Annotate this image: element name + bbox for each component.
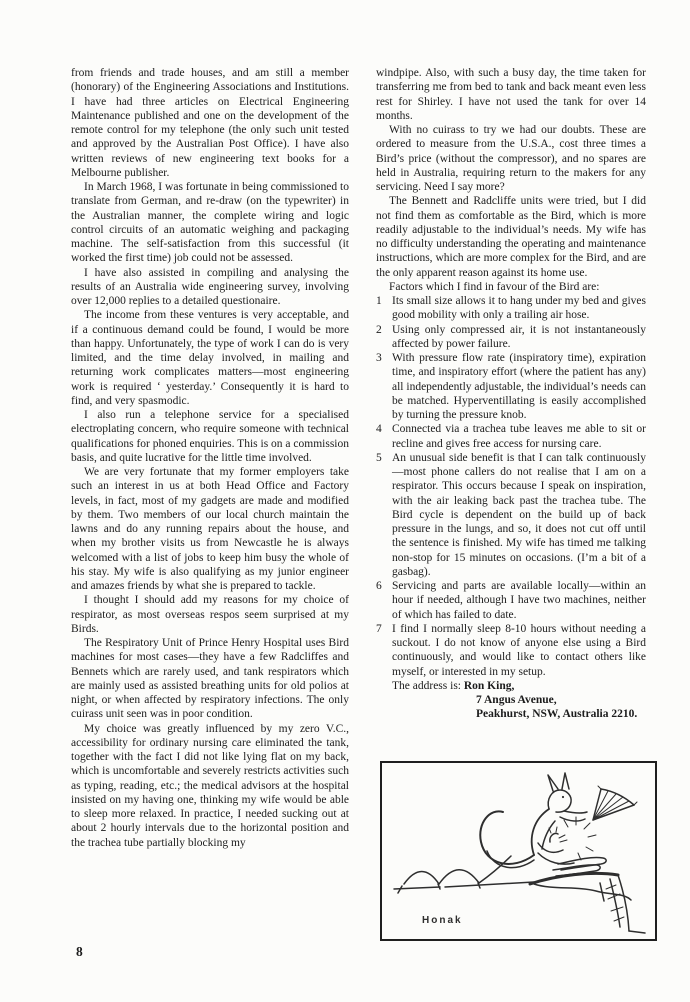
factors-intro: Factors which I find in favour of the Bird are: [389, 280, 600, 293]
list-item [376, 622, 646, 679]
list-number: 5 [376, 451, 382, 464]
list-text: Connected via a trachea tube leaves me able to sit or recline and gives free access for nursing care. [392, 423, 646, 450]
list-text: Its small size allows it to hang under my bed and gives good mobility with only a trailing air hose. [392, 295, 646, 322]
paragraph: In March 1968, I was fortunate in being commissioned to translate from German, and re-draw (on the typewriter) in the Australian manner, the complete wiring and logic control circuits of an automatic weighing and packaging machine. The self-satisfaction from this successful (it worked the first time) job could not be assessed. [71, 181, 349, 265]
paragraph: With no cuirass to try we had our doubts. These are ordered to measure from the U.S.A., cost three times a Bird’s price (without the compressor), and no spares are held in Australia, requiring return to the makers for any servicing. Need I say more? [376, 124, 646, 193]
paragraph: I have also assisted in compiling and analysing the results of an Australia wide engineering survey, involving over 12,000 replies to a detailed questionaire. [71, 266, 349, 307]
paragraph: I thought I should add my reasons for my choice of respirator, as most overseas respos seem surprised at my Birds. [71, 594, 349, 635]
paragraph: from friends and trade houses, and am still a member (honorary) of the Engineering Associations and Institutions. I have had three articles on Electrical Engineering Maintenance published and one on the development of the remote control for my telephone (the only such unit tested and approved by the Australian Post Office). I have also written reviews of new engineering text books for a Melbourne publisher. [71, 67, 349, 179]
list-item [376, 351, 646, 422]
artist-signature: Honak [422, 915, 463, 926]
left-column [71, 66, 349, 850]
address-city: Peakhurst, NSW, Australia 2210. [476, 708, 638, 721]
page-number: 8 [76, 944, 83, 959]
address-street: 7 Angus Avenue, [476, 694, 557, 706]
list-number: 2 [376, 323, 382, 336]
list-number: 6 [376, 580, 382, 592]
list-number: 1 [376, 295, 382, 307]
paragraph: The income from these ventures is very acceptable, and if a continuous demand could be found, I would be more than happy. Unfortunately, the type of work I can do is very limited, and the time delay involved, in mailing and returning work complicates matters—most engineering work is required ‘ yesterday.’ Consequently it is hard to find, and very spasmodic. [71, 309, 349, 407]
paragraph: The Bennett and Radcliffe units were tried, but I did not find them as comfortable as the Bird, which is more readily adjustable to the individual’s needs. My wife has no difficulty understanding the operating and maintenance instructions, which are more complex for the Bird, and are the only apparent reason against its home use. [376, 195, 646, 279]
list-text: An unusual side benefit is that I can talk continuously—most phone callers do not realise that I am on a respirator. This occurs because I speak on inspiration, with the air leaking back past the trachea tube. The Bird cycle is dependent on the build up of back pressure in the lungs, and so, it does not cut off until the sentence is finished. My wife has timed me talking non-stop for 15 minutes on occasions. (I’m a bit of a gasbag). [392, 451, 646, 578]
list-item [376, 422, 646, 451]
paragraph: windpipe. Also, with such a busy day, the time taken for transferring me from bed to tank and back meant even less rest for Shirley. I have not used the tank for over 14 months. [376, 67, 646, 122]
list-text: With pressure flow rate (inspiratory time), expiration time, and inspiratory effort (where the patient has any) all independently adjustable, the individual’s needs can be matched. Hyperventillating is easily accomplished by turning the pressure knob. [392, 352, 646, 421]
list-text: Servicing and parts are available locally—within an hour if needed, although I have two machines, neither of which has failed to date. [392, 580, 646, 621]
list-number: 3 [376, 352, 382, 364]
list-item [376, 323, 646, 352]
list-item [376, 451, 646, 579]
list-item [376, 294, 646, 323]
cartoon-figure-box [380, 761, 657, 941]
paragraph: The Respiratory Unit of Prince Henry Hospital uses Bird machines for most cases—they have a few Radcliffes and Bennets which are rarely used, and tank respirators which are mainly used as assisted breathing units for old polios at night, or when affected by respiratory infections. The only cuirass unit seen was in poor condition. [71, 637, 349, 721]
contact-name: Ron King, [463, 679, 515, 692]
list-text: Using only compressed air, it is not instantaneously affected by power failure. [392, 323, 646, 350]
list-text: I find I normally sleep 8-10 hours without needing a suckout. I do not know of anyone else using a Bird continuously, and would like to contact others like myself, or interested in my setup. [392, 622, 646, 678]
kangaroo-cartoon [382, 763, 655, 939]
paragraph: My choice was greatly influenced by my zero V.C., accessibility for ordinary nursing care eliminated the tank, together with the fact I did not like lying flat on my back, which is uncomfortable and severely restricts activities such as typing, reading, etc.; the medical advisors at the hospital insisted on my having one, thinking my wife would be able to sleep more relaxed. In practice, I needed sucking out at about 2 hourly intervals due to the horizontal position and the trachea tube partially blocking my [71, 722, 349, 849]
paragraph: I also run a telephone service for a specialised electroplating concern, who require someone with technical qualifications for phoned enquiries. This is on a commission basis, and quite lucrative for the little time involved. [71, 409, 349, 464]
list-number: 4 [376, 423, 382, 436]
right-column [376, 66, 646, 722]
list-item [376, 579, 646, 622]
address-intro: The address is: [392, 679, 464, 692]
paragraph: We are very fortunate that my former employers take such an interest in us at both Head Office and Factory levels, in fact, most of my gadgets are made and modified by them. Two members of our local church maintain the lawns and do any running repairs about the house, and when my brother visits us from Newcastle he is always welcomed with a list of jobs to keep him busy the whole of his stay. My wife is also qualifying as my junior engineer and amazes friends by what she is prepared to tackle. [71, 466, 349, 592]
address-intro-line [392, 679, 646, 693]
address-block [376, 679, 646, 722]
list-number: 7 [376, 622, 382, 635]
factors-list [376, 294, 646, 679]
